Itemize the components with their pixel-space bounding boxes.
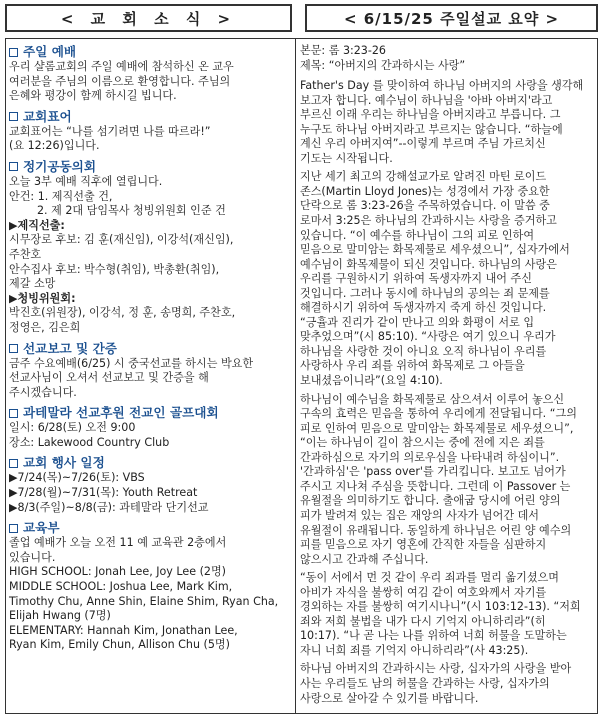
- worship-line: 여러분을 주님의 이름으로 환영합니다. 주님의: [9, 74, 231, 88]
- square-bullet-icon: [9, 524, 18, 533]
- sermon-paragraph: [300, 79, 592, 166]
- square-bullet-icon: [9, 162, 18, 171]
- sermon-paragraph: [300, 662, 592, 706]
- committee-label: ▶청빙위원회:: [9, 291, 76, 305]
- section-title-text: 주일 예배: [23, 44, 77, 59]
- sermon-line: 로마서 3:25은 하나님의 간과하시는 사랑을 증거하고: [300, 214, 557, 228]
- sermon-line: Father's Day 를 맞이하여 하나님 아버지의 사랑을 생각해: [300, 79, 584, 93]
- section-title-text: 선교보고 및 간증: [23, 340, 117, 356]
- section-title-text: 교회 행사 일정: [23, 455, 105, 471]
- sermon-line: 계신 우리 아버지여”--이렇게 부르며 주님 가르치신: [300, 137, 546, 151]
- sermon-line: 예수님이 화목제물이 되신 것입니다. 하나님의 사랑은: [300, 257, 557, 271]
- education-line: ELEMENTARY: Hannah Kim, Jonathan Lee,: [9, 623, 238, 637]
- section-title-worship: [9, 44, 291, 60]
- education-line: 졸업 예배가 오늘 오전 11 예 교육관 2층에서: [9, 536, 227, 550]
- sermon-line: 유월절을 의미하기도 합니다. 출애굽 당시에 어린 양의: [300, 494, 561, 508]
- sermon-paragraphs: [300, 79, 592, 706]
- sermon-line: 단락으로 롬 3:23-26을 주목하였습니다. 이 말씀 중: [300, 199, 550, 213]
- church-news-column: [9, 44, 291, 653]
- mission-line: 주시겠습니다.: [9, 385, 77, 399]
- sermon-line: 10:17). “나 곧 나는 나를 위하여 너희 허물을 도말하는: [300, 629, 567, 643]
- education-line: Elijah Hwang (7명): [9, 609, 111, 623]
- sermon-line: 아비가 자식을 불쌍히 여김 같이 여호와께서 자기를: [300, 585, 547, 599]
- sermon-header: [305, 4, 598, 32]
- sermon-summary-column: [300, 44, 592, 710]
- education-line: MIDDLE SCHOOL: Joshua Lee, Mark Kim,: [9, 580, 233, 594]
- committee-line: 박진호(위원장), 이강석, 정 훈, 송명희, 주찬호,: [9, 306, 236, 320]
- education-line: Timothy Chu, Anne Shin, Elaine Shim, Ryan Cha,: [9, 594, 279, 608]
- motto-line: 교회표어는 “나를 섬기려면 나를 따르라!”: [9, 124, 211, 138]
- sermon-line: 하나님을 사랑한 것이 아니요 오직 하나님이 우리를: [300, 344, 547, 358]
- mission-line: 선교사님이 오셔서 선교보고 및 간증을 해: [9, 371, 209, 385]
- news-header: [5, 4, 292, 32]
- square-bullet-icon: [9, 344, 18, 353]
- square-bullet-icon: [9, 459, 18, 468]
- sermon-line: 사랑하사 우리 죄를 위하여 화목제로 그 아들을: [300, 359, 525, 373]
- sermon-line: 사는 우리들도 남의 허물을 간과하는 사랑, 십자가의: [300, 676, 550, 690]
- sermon-line: 구속의 효력은 믿음을 통하여 우리에게 전달됩니다. “그의: [300, 407, 577, 421]
- section-title-text: 정기공동의회: [23, 158, 96, 174]
- sermon-title: 제목: “아버지의 간과하시는 사랑”: [300, 58, 466, 72]
- sermon-line: 누구도 하나님 아버지라고 부르지는 않습니다. “하늘에: [300, 122, 563, 136]
- sermon-line: 피가 발려져 있는 집은 재앙의 사자가 넘어간 데서: [300, 508, 540, 522]
- scripture-reference: 본문: 롬 3:23-26: [300, 44, 386, 57]
- sermon-line: 있습니다. “이 예수를 하나님이 그의 피로 인하여: [300, 228, 535, 242]
- worship-line: 우리 샬롬교회의 주일 예배에 참석하신 온 교우: [9, 60, 234, 73]
- assembly-line: 오늘 3부 예배 직후에 열립니다.: [9, 174, 163, 188]
- section-title-text: 교육부: [23, 520, 60, 536]
- golf-line: 일시: 6/28(토) 오전 9:00: [9, 421, 136, 435]
- elect-line: 주찬호: [9, 247, 42, 261]
- sermon-line: 믿음으로 말미암는 화목제물로 세우셨으니”, 십자가에서: [300, 243, 570, 257]
- assembly-agenda-2: 2. 제 2대 담임목사 청빙위원회 인준 건: [37, 204, 226, 218]
- education-line: 있습니다.: [9, 550, 56, 564]
- section-title-text: 교회표어: [23, 108, 72, 124]
- elect-line: 시무장로 후보: 김 훈(재신임), 이강석(재신임),: [9, 233, 234, 247]
- sermon-paragraph: [300, 170, 592, 388]
- sermon-line: '간과하심'은 'pass over'를 가리킵니다. 보고도 넘어가: [300, 465, 566, 479]
- committee-line: 정영은, 김은희: [9, 320, 81, 334]
- sermon-line: 경외하는 자를 불쌍히 여기시나니”(시 103:12-13). “저희: [300, 600, 581, 614]
- sermon-line: 사랑으로 살아갈 수 있기를 바랍니다.: [300, 691, 479, 705]
- sermon-paragraph: [300, 571, 592, 658]
- education-line: HIGH SCHOOL: Jonah Lee, Joy Lee (2명): [9, 565, 226, 579]
- education-line: Ryan Kim, Emily Chun, Allison Chu (5명): [9, 638, 230, 652]
- section-title-education: [9, 520, 291, 536]
- mission-line: 금주 수요예배(6/25) 시 중국선교를 하시는 박요한: [9, 356, 254, 370]
- section-title-mission: [9, 341, 291, 357]
- sermon-line: 부르신 이래 우리는 하나님을 아버지라고 부릅니다. 그: [300, 108, 561, 122]
- sermon-line: 간과하심으로 자기의 의로우심을 나타내려 하심이니”.: [300, 450, 560, 464]
- section-title-motto: [9, 109, 291, 125]
- worship-line: 은혜와 평강이 함께 하시길 빕니다.: [9, 89, 177, 103]
- sermon-line: 존스(Martin Lloyd Jones)는 성경에서 가장 중요한: [300, 184, 550, 198]
- sermon-line: “긍휼과 진리가 같이 만나고 의와 화평이 서로 입: [300, 315, 535, 329]
- sermon-line: 유월절이 유래됩니다. 동일하게 하나님은 어린 양 예수의: [300, 523, 572, 537]
- golf-line: 장소: Lakewood Country Club: [9, 435, 170, 449]
- square-bullet-icon: [9, 112, 18, 121]
- sermon-line: 죄와 저희 불법을 내가 다시 기억지 아니하리라”(히: [300, 614, 546, 628]
- sermon-line: 보고자 합니다. 예수님이 하나님을 '아바 아버지'라고: [300, 93, 553, 107]
- sermon-line: “이는 하나님이 길이 참으시는 중에 전에 지은 죄를: [300, 436, 545, 450]
- sermon-line: 보내셨음이니라”(요일 4:10).: [300, 374, 443, 388]
- square-bullet-icon: [9, 48, 18, 57]
- sermon-line: 지난 세기 최고의 강해설교가로 알려진 마틴 로이드: [300, 170, 547, 184]
- sermon-line: 해결하시기 위하여 독생자까지 죽게 하신 것입니다.: [300, 301, 547, 315]
- sermon-header-text: < 6/15/25 주일설교 요약 >: [343, 9, 560, 28]
- sermon-line: 하나님 아버지의 간과하시는 사랑, 십자가의 사랑을 받아: [300, 662, 572, 676]
- sermon-line: 자니 너희 죄를 기억지 아니하리라”(사 43:25).: [300, 643, 529, 657]
- sermon-line: 우리를 구원하시기 위하여 독생자까지 내어 주신: [300, 272, 532, 286]
- event-line: ▶7/28(월)~7/31(목): Youth Retreat: [9, 486, 198, 500]
- column-divider: [295, 38, 296, 714]
- sermon-line: 주시고 지나쳐 주심을 뜻합니다. 그런데 이 Passover 는: [300, 479, 571, 493]
- motto-line: (요 12:26)입니다.: [9, 139, 100, 153]
- elect-line: 제갈 소망: [9, 277, 56, 291]
- event-line: ▶8/3(주일)~8/8(금): 과테말라 단기선교: [9, 500, 209, 514]
- square-bullet-icon: [9, 409, 18, 418]
- news-header-text: < 교 회 소 식 >: [60, 9, 237, 28]
- sermon-paragraph: [300, 393, 592, 568]
- section-title-assembly: [9, 159, 291, 175]
- section-title-events: [9, 455, 291, 471]
- section-title-text: 과테말라 선교후원 전교인 골프대회: [23, 405, 219, 421]
- sermon-line: 하나님이 예수님을 화목제물로 삼으셔서 이루어 놓으신: [300, 392, 565, 406]
- sermon-line: “동이 서에서 먼 것 같이 우리 죄과를 멀리 옮기셨으며: [300, 571, 560, 585]
- sermon-line: 피를 믿음으로 자기 영혼에 간직한 자들을 심판하지: [300, 538, 547, 552]
- event-line: ▶7/24(목)~7/26(토): VBS: [9, 471, 145, 485]
- assembly-line: 안건: 1. 제직선출 건,: [9, 189, 113, 203]
- elect-line: 안수집사 후보: 박수형(취임), 박총환(취임),: [9, 262, 220, 276]
- sermon-line: 맞추었으며”(시 85:10). “사랑은 여기 있으니 우리가: [300, 330, 556, 344]
- section-title-golf: [9, 405, 291, 421]
- elect-label: ▶제직선출:: [9, 218, 65, 232]
- sermon-line: 않으시고 간과해 주십니다.: [300, 552, 429, 566]
- sermon-line: 것입니다. 그러나 동시에 하나님의 공의는 죄 문제를: [300, 286, 550, 300]
- sermon-line: 피로 인하여 믿음으로 말미암는 화목제물로 세우셨으니”,: [300, 421, 574, 435]
- sermon-line: 기도는 시작됩니다.: [300, 151, 393, 165]
